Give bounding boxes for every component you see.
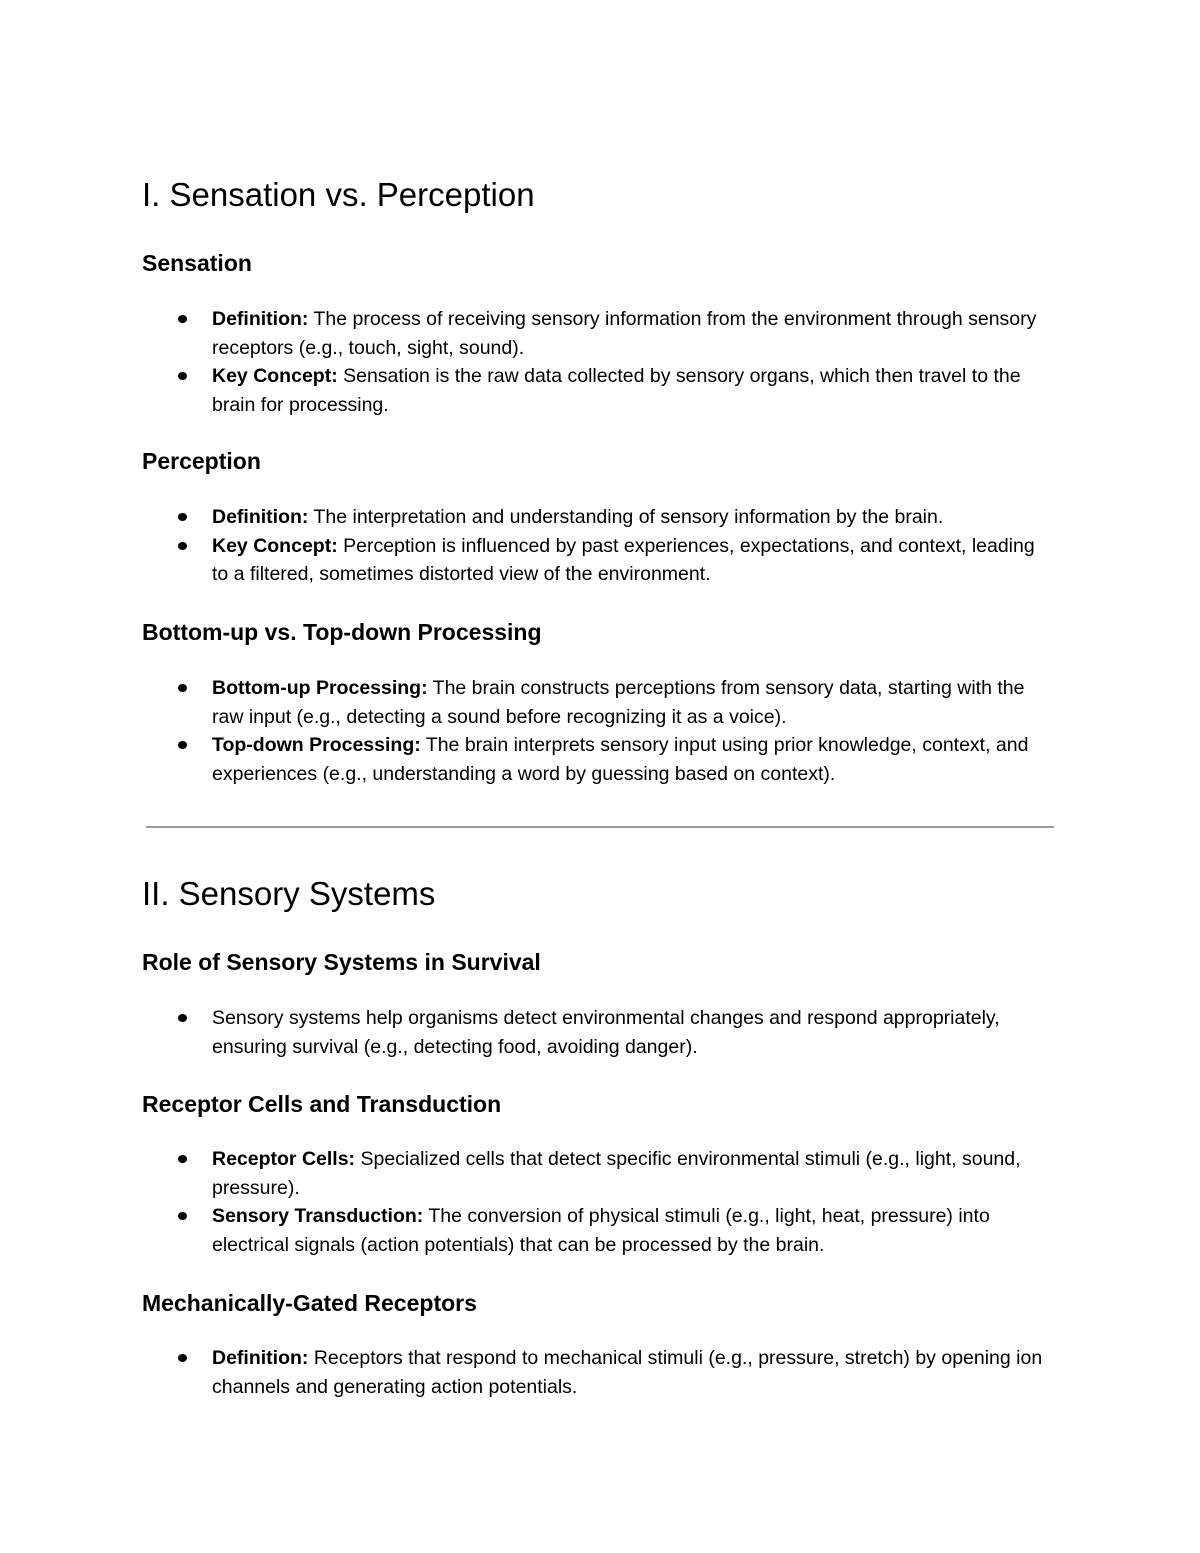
mechanical-list [142, 1344, 1054, 1401]
bullet-icon [178, 684, 187, 692]
list-item [142, 503, 1054, 532]
item-text: The process of receiving sensory information from the environment through sensory receptors (e.g., touch, sight, sound). [212, 308, 1037, 359]
bullet-icon [178, 1014, 187, 1022]
list-item [142, 532, 1054, 589]
bullet-icon [178, 372, 187, 380]
bullet-icon [178, 513, 187, 521]
list-item [142, 1145, 1054, 1202]
sensation-list [142, 305, 1054, 419]
list-item [142, 731, 1054, 788]
item-text: Specialized cells that detect specific environmental stimuli (e.g., light, sound, pressure). [212, 1148, 1021, 1199]
item-text: The brain interprets sensory input using prior knowledge, context, and experiences (e.g., understanding a word by guessing based on context). [212, 734, 1029, 785]
heading-sensation: Sensation [142, 250, 252, 276]
list-item [142, 362, 1054, 419]
list-item [142, 305, 1054, 362]
list-item [142, 1004, 1054, 1061]
bullet-icon [178, 1212, 187, 1220]
survival-list [142, 1004, 1054, 1061]
item-text: Receptors that respond to mechanical stimuli (e.g., pressure, stretch) by opening ion channels and generating action potentials. [212, 1347, 1043, 1398]
item-label: Receptor Cells: [212, 1148, 356, 1170]
heading-mechanically-gated: Mechanically-Gated Receptors [142, 1290, 477, 1316]
item-label: Definition: [212, 1347, 309, 1369]
item-label: Sensory Transduction: [212, 1205, 424, 1228]
heading-perception: Perception [142, 448, 261, 474]
item-text: Sensory systems help organisms detect environmental changes and respond appropriately, ensuring survival (e.g., detecting food, avoiding danger). [212, 1007, 1000, 1058]
item-label: Definition: [212, 506, 309, 528]
bullet-icon [178, 741, 187, 749]
item-text: The brain constructs perceptions from sensory data, starting with the raw input (e.g., detecting a sound before recognizing it as a voice). [212, 677, 1025, 728]
bullet-icon [178, 542, 187, 550]
list-item [142, 1202, 1054, 1259]
section-title-sensation-vs-perception: I. Sensation vs. Perception [142, 176, 535, 213]
processing-list [142, 674, 1054, 788]
receptors-list [142, 1145, 1054, 1259]
bullet-icon [178, 315, 187, 323]
bullet-icon [178, 1155, 187, 1163]
bullet-icon [178, 1354, 187, 1362]
item-text: The interpretation and understanding of sensory information by the brain. [308, 506, 944, 528]
section-title-sensory-systems: II. Sensory Systems [142, 875, 436, 912]
item-label: Key Concept: [212, 534, 338, 557]
item-text: Sensation is the raw data collected by sensory organs, which then travel to the brain for processing. [212, 365, 1021, 416]
item-label: Key Concept: [212, 365, 338, 388]
item-label: Definition: [212, 308, 309, 330]
heading-receptor-cells: Receptor Cells and Transduction [142, 1091, 502, 1117]
item-text: The conversion of physical stimuli (e.g., light, heat, pressure) into electrical signals (action potentials) that can be processed by the brain. [212, 1205, 990, 1256]
list-item [142, 674, 1054, 731]
item-label: Bottom-up Processing: [212, 677, 428, 699]
perception-list [142, 503, 1054, 589]
item-label: Top-down Processing: [212, 734, 421, 757]
horizontal-divider [146, 826, 1054, 828]
heading-bottom-up-top-down: Bottom-up vs. Top-down Processing [142, 619, 542, 645]
heading-role-in-survival: Role of Sensory Systems in Survival [142, 949, 541, 975]
item-text: Perception is influenced by past experiences, expectations, and context, leading to a filtered, sometimes distorted view of the environment. [212, 534, 1035, 586]
list-item [142, 1344, 1054, 1401]
